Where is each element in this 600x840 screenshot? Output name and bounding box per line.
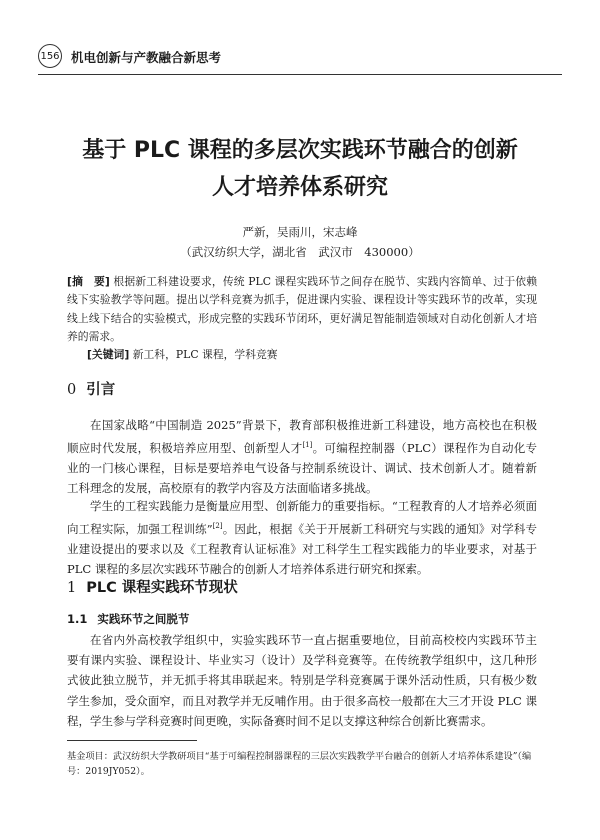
section-1-heading <box>67 576 238 597</box>
intro-p1-text-b: 。可编程控制器（PLC）课程作为自动化专业的一门核心课程，目标是要培养电气设备与控制系统设计、调试、技术创新人才。随着新工科理念的发展，高校原有的教学内容及方法面临诸多挑战。 <box>67 441 538 496</box>
section-1-number: 1 <box>67 580 77 596</box>
section-0-title: 引言 <box>86 382 116 398</box>
abstract-label: [摘 要] <box>67 275 110 288</box>
keywords-label: [关键词] <box>87 348 130 361</box>
keywords <box>87 347 278 362</box>
intro-paragraph-1 <box>67 415 537 499</box>
section-1-1-title: 实践环节之间脱节 <box>97 612 190 626</box>
footnote: 基金项目：武汉纺织大学教研项目“基于可编程控制器课程的三层次实践教学平台融合的创新人才培养体系建设”（编号：2019JY052）。 <box>67 751 532 777</box>
affiliation: （武汉纺织大学，湖北省 武汉市 430000） <box>180 245 420 259</box>
intro-paragraph-2 <box>67 496 537 580</box>
paper-title <box>50 132 550 206</box>
page-number: 156 <box>38 44 62 68</box>
authors: 严新，吴雨川，宋志峰 <box>242 225 358 239</box>
abstract <box>67 273 537 346</box>
book-title: 机电创新与产教融合新思考 <box>71 50 222 65</box>
running-header <box>38 44 562 70</box>
citation-1: [1] <box>302 441 313 450</box>
footnote-rule <box>67 740 197 741</box>
section-1-title: PLC 课程实践环节现状 <box>86 580 238 596</box>
paper-title-line-2: 人才培养体系研究 <box>211 175 388 200</box>
section-0-heading <box>67 378 115 399</box>
section-1-1-heading <box>67 611 189 627</box>
header-rule <box>38 74 562 75</box>
abstract-text: 根据新工科建设要求，传统 PLC 课程实践环节之间存在脱节、实践内容简单、过于依赖线下实验教学等问题。提出以学科竞赛为抓手，促进课内实验、课程设计等实践环节的改革，实现线上线下结合的实验模式，形成完整的实践环节闭环，更好满足智能制造领域对自动化创新人才培养的需求。 <box>67 275 537 343</box>
intro-p1-text-a: 在国家战略“中国制造 2025”背景下，教育部积极推进新工科建设，地方高校也在积极顺应时代发展，积极培养应用型、创新型人才 <box>67 418 537 456</box>
section-0-number: 0 <box>67 382 77 398</box>
intro-p2-text-a: 学生的工程实践能力是衡量应用型、创新能力的重要指标。“工程教育的人才培养必须面向工程实际，加强工程训练” <box>67 499 537 537</box>
intro-p2-text-b: 。因此，根据《关于开展新工科研究与实践的通知》对学科专业建设提出的要求以及《工程教育认证标准》对工科学生工程实践能力的毕业要求，对基于 PLC 课程的多层次实践环节融合的创新人才培养体系进行研究和探索。 <box>67 522 537 577</box>
section-1-1-paragraph: 在省内外高校教学组织中，实验实践环节一直占据重要地位，目前高校校内实践环节主要有课内实验、课程设计、毕业实习（设计）及学科竞赛等。在传统教学组织中，这几种形式彼此独立脱节，并无抓手将其串联起来。特别是学科竞赛属于课外活动性质，只有极少数学生参加，受众面窄，而且对教学并无反哺作用。由于很多高校一般都在大三才开设 PLC 课程，学生参与学科竞赛时间更晚，实际备赛时间不足以支撑这种综合创新比赛需求。 <box>67 633 537 728</box>
section-1-1-number: 1.1 <box>67 612 88 626</box>
keywords-text: 新工科，PLC 课程，学科竞赛 <box>132 348 278 361</box>
paper-title-line-1: 基于 PLC 课程的多层次实践环节融合的创新 <box>82 138 518 163</box>
citation-2: [2] <box>212 522 223 531</box>
